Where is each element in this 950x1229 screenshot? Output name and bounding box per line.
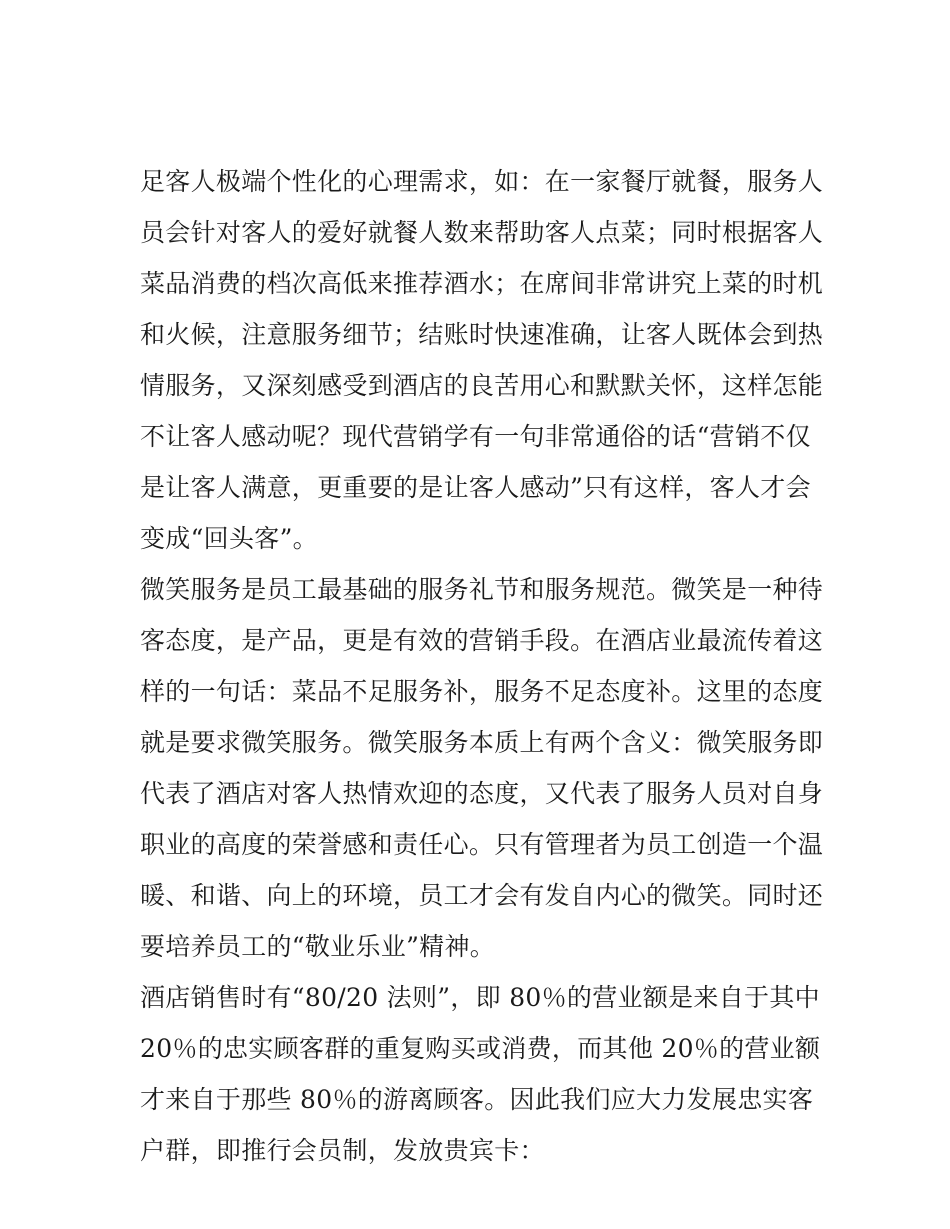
text-line: 微笑服务是员工最基础的服务礼节和服务规范。微笑是一种待 bbox=[140, 575, 824, 604]
text-line: 职业的高度的荣誉感和责任心。只有管理者为员工创造一个温 bbox=[140, 830, 824, 859]
document-body bbox=[140, 156, 824, 1176]
text-line: 和火候，注意服务细节；结账时快速准确，让客人既体会到热 bbox=[140, 320, 824, 349]
text-line: 户群，即推行会员制，发放贵宾卡： bbox=[140, 1136, 545, 1165]
paragraph-customer-emotion bbox=[140, 156, 824, 564]
text-line: 样的一句话：菜品不足服务补，服务不足态度补。这里的态度 bbox=[140, 677, 824, 706]
text-line: 代表了酒店对客人热情欢迎的态度，又代表了服务人员对自身 bbox=[140, 779, 824, 808]
text-line: 暖、和谐、向上的环境，员工才会有发自内心的微笑。同时还 bbox=[140, 881, 824, 910]
paragraph-smile-service bbox=[140, 564, 824, 972]
paragraph-80-20-rule bbox=[140, 972, 820, 1176]
text-line: 客态度，是产品，更是有效的营销手段。在酒店业最流传着这 bbox=[140, 626, 824, 655]
text-line: 20％的忠实顾客群的重复购买或消费，而其他 20％的营业额 bbox=[140, 1034, 821, 1063]
text-line: 菜品消费的档次高低来推荐酒水；在席间非常讲究上菜的时机 bbox=[140, 269, 824, 298]
text-line: 酒店销售时有“80/20 法则”，即 80％的营业额是来自于其中 bbox=[140, 983, 820, 1012]
text-line: 是让客人满意，更重要的是让客人感动”只有这样，客人才会 bbox=[140, 473, 811, 502]
text-line: 就是要求微笑服务。微笑服务本质上有两个含义：微笑服务即 bbox=[140, 728, 824, 757]
text-line: 才来自于那些 80％的游离顾客。因此我们应大力发展忠实客 bbox=[140, 1085, 814, 1114]
text-line: 员会针对客人的爱好就餐人数来帮助客人点菜；同时根据客人 bbox=[140, 218, 824, 247]
text-line: 情服务，又深刻感受到酒店的良苦用心和默默关怀，这样怎能 bbox=[140, 371, 824, 400]
text-line: 不让客人感动呢？现代营销学有一句非常通俗的话“营销不仅 bbox=[140, 422, 811, 451]
text-line: 足客人极端个性化的心理需求，如：在一家餐厅就餐，服务人 bbox=[140, 167, 824, 196]
text-line: 要培养员工的“敬业乐业”精神。 bbox=[140, 932, 496, 961]
text-line: 变成“回头客”。 bbox=[140, 524, 318, 553]
